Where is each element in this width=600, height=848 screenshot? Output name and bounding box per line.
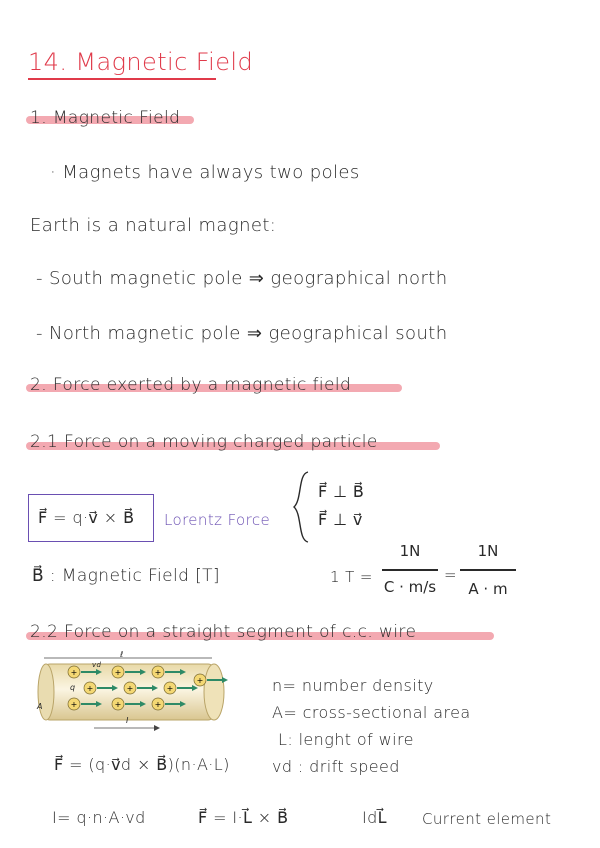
svg-text:+: + <box>126 684 134 693</box>
svg-text:+: + <box>166 684 174 693</box>
section-heading-2-1: 2.1 Force on a moving charged particle <box>30 432 378 452</box>
svg-text:+: + <box>70 700 78 709</box>
diagram-label-drift: vd <box>92 661 102 669</box>
section-heading-2-2: 2.2 Force on a straight segment of c.c. wire <box>30 622 417 642</box>
svg-text:+: + <box>70 668 78 677</box>
fraction-1-bar <box>382 569 438 571</box>
wire-force-formula: F⃗ = (q·v⃗d × B⃗)(n·A·L) <box>54 755 230 774</box>
perp-condition-2: F⃗ ⊥ v⃗ <box>318 510 363 529</box>
current-element-symbol: IdL⃗ <box>362 808 387 827</box>
current-formula: I= q·n·A·vd <box>52 808 146 827</box>
note-south-pole: - South magnetic pole ⇒ geographical north <box>36 268 448 289</box>
lorentz-formula: F⃗ = q·v⃗ × B⃗ <box>38 508 135 527</box>
title-underline <box>28 78 216 80</box>
fraction-2-numerator: 1N <box>477 542 499 560</box>
fraction-1-denominator: C · m/s <box>383 578 437 596</box>
current-element-label: Current element <box>422 810 552 828</box>
note-earth: Earth is a natural magnet: <box>30 215 277 236</box>
note-magnets: · Magnets have always two poles <box>50 162 360 183</box>
equals-sign: = <box>444 566 457 584</box>
section-heading-2: 2. Force exerted by a magnetic field <box>30 375 352 395</box>
svg-text:+: + <box>114 668 122 677</box>
curly-brace <box>290 470 314 544</box>
svg-text:+: + <box>154 668 162 677</box>
fraction-2-bar <box>460 569 516 571</box>
wire-segment-diagram <box>34 650 232 736</box>
force-current-formula: F⃗ = I·L⃗ × B⃗ <box>198 808 289 827</box>
definition-number-density: n= number density <box>272 676 434 695</box>
diagram-label-length: ℓ <box>120 650 124 659</box>
magnetic-field-definition: B⃗ : Magnetic Field [T] <box>32 566 220 586</box>
page-title: 14. Magnetic Field <box>28 48 254 76</box>
diagram-label-area: A <box>37 702 43 711</box>
section-heading-1: 1. Magnetic Field <box>30 108 181 128</box>
fraction-1-numerator: 1N <box>399 542 421 560</box>
perp-condition-1: F⃗ ⊥ B⃗ <box>318 482 365 501</box>
diagram-label-charge: q <box>70 683 76 692</box>
definition-drift-speed: vd : drift speed <box>272 757 400 776</box>
tesla-lhs: 1 T = <box>330 568 373 586</box>
svg-text:+: + <box>196 676 204 685</box>
definition-area: A= cross-sectional area <box>272 703 471 722</box>
diagram-label-current: I <box>126 716 129 725</box>
definition-length: L: lenght of wire <box>278 730 414 749</box>
lorentz-label: Lorentz Force <box>164 511 271 529</box>
svg-text:+: + <box>114 700 122 709</box>
note-north-pole: - North magnetic pole ⇒ geographical south <box>36 323 448 344</box>
svg-text:+: + <box>86 684 94 693</box>
fraction-2-denominator: A · m <box>468 580 508 598</box>
svg-text:+: + <box>154 700 162 709</box>
